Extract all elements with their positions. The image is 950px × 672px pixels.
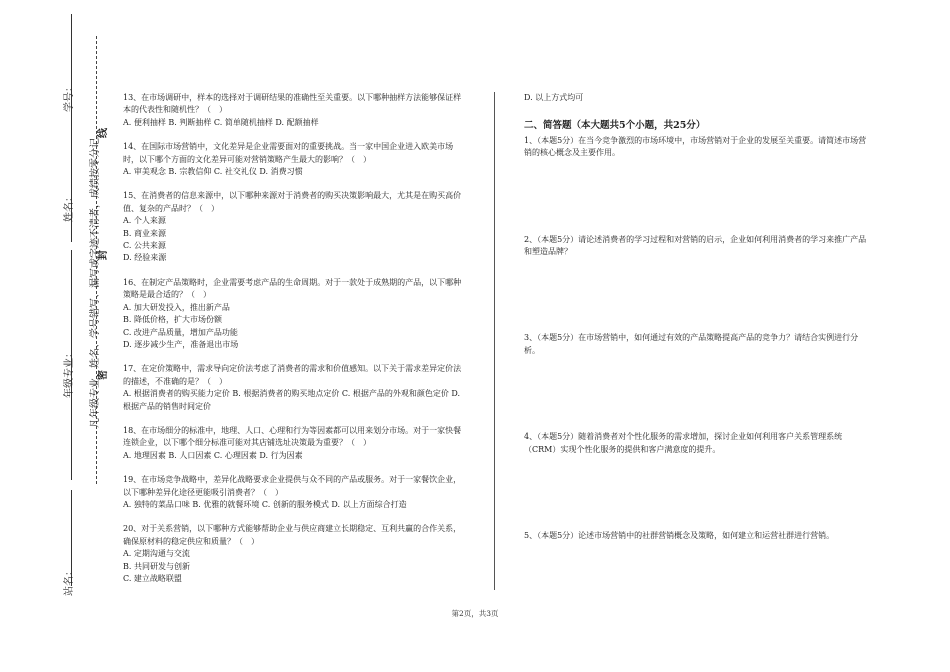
question-text: 18、在市场细分的标准中，地理、人口、心理和行为等因素都可以用来划分市场。对于一家快餐连锁企业，以下哪个细分标准可能对其店铺选址决策最为重要？（ ） (123, 425, 462, 448)
question-text: 15、在消费者的信息来源中，以下哪种来源对于消费者的购买决策影响最大，尤其是在购买高价值、复杂的产品时？（ ） (123, 191, 462, 213)
school-label: 站名： (64, 566, 75, 596)
option-b: B. 降低价格，扩大市场份额 (123, 315, 222, 325)
notice-text: 凡年级专业、姓名、学号错写、漏写或字迹不清者，成绩按零分记。 (90, 128, 101, 428)
option-c: C. 改进产品质量，增加产品功能 (123, 327, 238, 337)
seal-char-xian: 线 (98, 128, 109, 138)
question-17 (123, 363, 468, 413)
question-text: 20、对于关系营销，以下哪种方式能够帮助企业与供应商建立长期稳定、互利共赢的合作关系，确保原材料的稳定供应和质量？（ ） (123, 524, 462, 546)
option-a: A. 加大研发投入，推出新产品 (123, 302, 230, 312)
question-text: 19、在市场竞争战略中，差异化战略要求企业提供与众不同的产品或服务。对于一家餐饮企业，以下哪种差异化途径更能吸引消费者？（ ） (123, 475, 462, 497)
student-id-label: 学号： (64, 82, 75, 112)
question-15 (123, 190, 468, 264)
short-question-1: 1、（本题5分）在当今竞争激烈的市场环境中，市场营销对于企业的发展至关重要。请简述市场营销的核心概念及主要作用。 (524, 135, 867, 158)
question-14 (123, 141, 468, 178)
short-question-5: 5、（本题5分）论述市场营销中的社群营销概念及策略，如何建立和运营社群进行营销。 (524, 531, 835, 541)
option-line: A. 审美观念 B. 宗教信仰 C. 社交礼仪 D. 消费习惯 (123, 167, 303, 177)
seal-char-feng: 封 (98, 250, 109, 260)
option-line: A. 地理因素 B. 人口因素 C. 心理因素 D. 行为因素 (123, 450, 303, 460)
option-line: A. 便利抽样 B. 判断抽样 C. 简单随机抽样 D. 配额抽样 (123, 117, 319, 127)
option-b: B. 商业来源 (123, 228, 166, 238)
option-c: C. 公共来源 (123, 241, 166, 251)
section-title: 二、简答题（本大题共5个小题，共25分） (524, 120, 706, 132)
question-13 (123, 92, 468, 129)
short-question-2: 2、（本题5分）请论述消费者的学习过程和对营销的启示，企业如何利用消费者的学习来推广产品和塑造品牌？ (524, 234, 867, 257)
question-text: 16、在制定产品策略时，企业需要考虑产品的生命周期。对于一款处于成熟期的产品，以下哪种策略是最合适的？（ ） (123, 277, 462, 300)
option-a: A. 个人来源 (123, 216, 166, 226)
name-label: 姓名： (64, 192, 75, 222)
question-18 (123, 425, 468, 462)
page-footer: 第2页，共3页 (451, 609, 499, 618)
question-text: 17、在定价策略中，需求导向定价法考虑了消费者的需求和价值感知。以下关于需求差异定价法的描述，不准确的是？（ ） (123, 364, 462, 386)
option-b: B. 共同研发与创新 (123, 561, 190, 571)
option-line: A. 根据消费者的购买能力定价 B. 根据消费者的购买地点定价 C. 根据产品的外观和颜色定价 D. 根据产品的销售时间定价 (123, 389, 461, 411)
option-d: D. 经验来源 (123, 253, 167, 263)
question-16 (123, 277, 468, 351)
question-text: 13、在市场调研中，样本的选择对于调研结果的准确性至关重要。以下哪种抽样方法能够保证样本的代表性和随机性？（ ） (123, 93, 462, 115)
option-c: C. 建立战略联盟 (123, 574, 182, 583)
short-question-4: 4、（本题5分）随着消费者对个性化服务的需求增加，探讨企业如何利用客户关系管理系统（CRM）实现个性化服务的提供和客户满意度的提升。 (524, 432, 843, 454)
question-text: 14、在国际市场营销中，文化差异是企业需要面对的重要挑战。当一家中国企业进入欧美市场时，以下哪个方面的文化差异可能对营销策略产生最大的影响？（ ） (123, 142, 454, 164)
option-d: D. 逐步减少生产，准备退出市场 (123, 339, 239, 349)
seal-char-mi: 密 (98, 370, 109, 380)
option-a: A. 定期沟通与交流 (123, 549, 190, 559)
question-20-option-d: D. 以上方式均可 (524, 93, 584, 102)
grade-major-label: 年级专业： (64, 348, 75, 398)
column-divider (494, 92, 495, 590)
option-line: A. 独特的菜品口味 B. 优雅的就餐环境 C. 创新的服务模式 D. 以上方面综合打造 (123, 499, 407, 509)
question-20 (123, 523, 468, 585)
right-column (524, 92, 869, 542)
binding-strip (0, 0, 110, 672)
short-question-3: 3、（本题5分）在市场营销中，如何通过有效的产品策略提高产品的竞争力？请结合实例进行分析。 (524, 333, 859, 355)
question-19 (123, 474, 468, 511)
left-column (123, 92, 468, 597)
